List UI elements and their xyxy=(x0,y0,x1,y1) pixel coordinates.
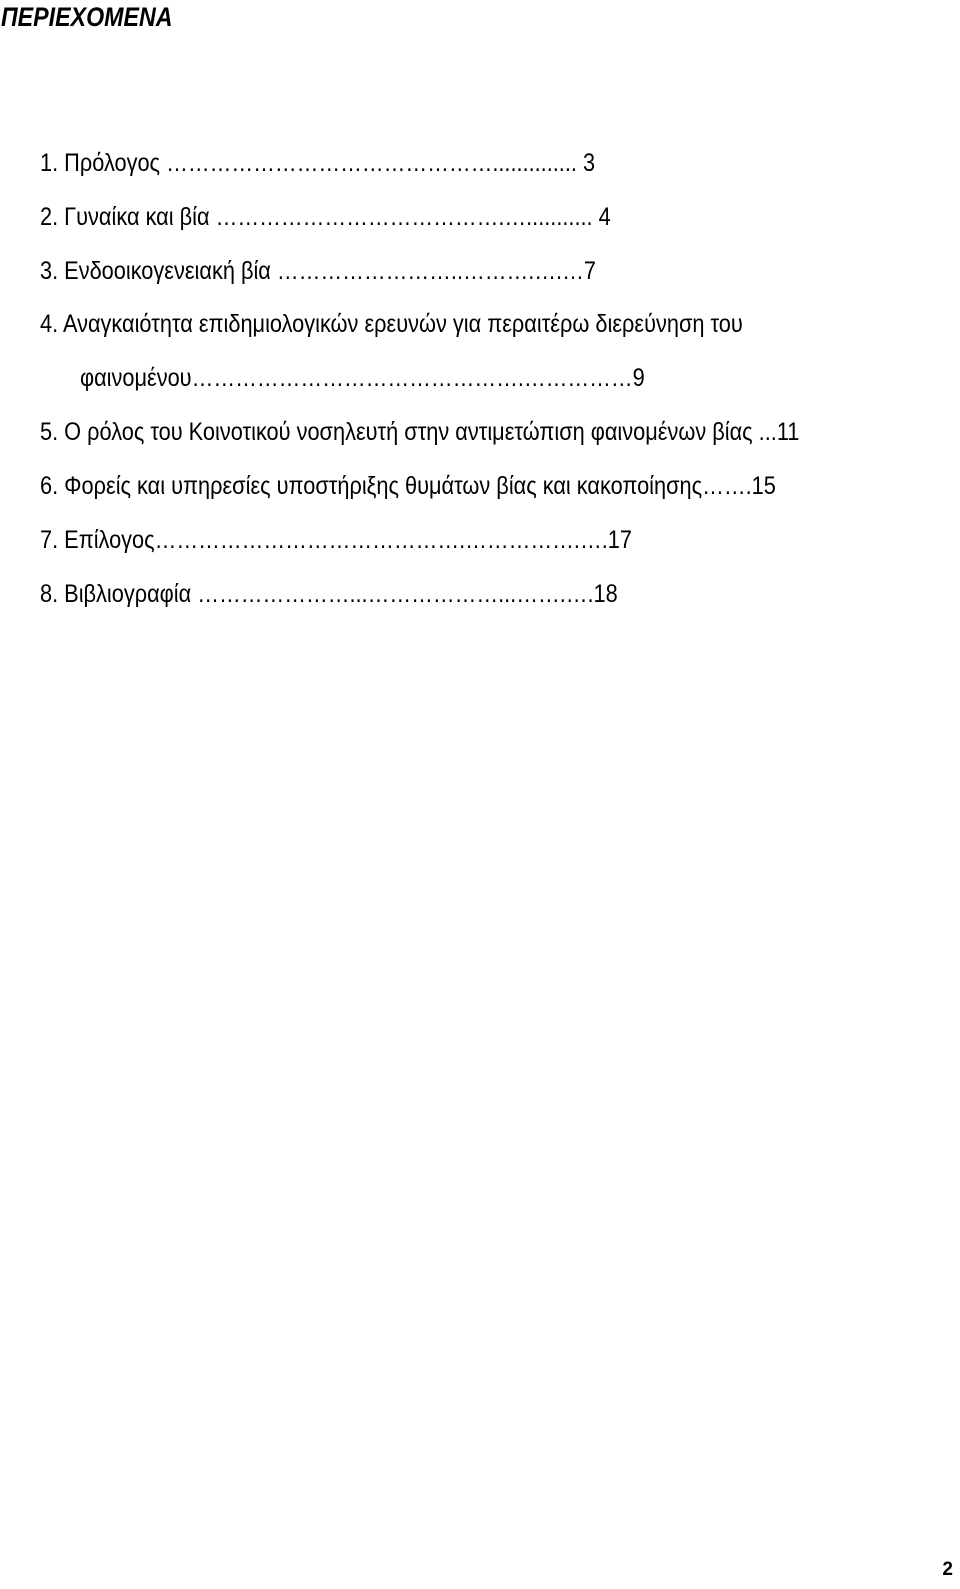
toc-entry-epidemiological-research-continued: φαινομένου……………………………………….……………9 xyxy=(80,364,645,392)
toc-entry-support-services: 6. Φορείς και υπηρεσίες υποστήριξης θυμάτων βίας και κακοποίησης…….15 xyxy=(40,472,776,500)
toc-entry-prologue: 1. Πρόλογος ……………………………………….............. 3 xyxy=(40,149,596,177)
toc-entry-epilogue: 7. Επίλογος…………………………………….…………….….17 xyxy=(40,526,632,554)
toc-entry-bibliography: 8. Βιβλιογραφία …………………...………………...…….….18 xyxy=(40,580,618,608)
toc-entry-community-nurse-role: 5. Ο ρόλος του Κοινοτικού νοσηλευτή στην αντιμετώπιση φαινομένων βίας ...11 xyxy=(40,418,800,446)
page-number: 2 xyxy=(942,1559,953,1580)
page-title: ΠΕΡΙΕΧΟΜΕΝΑ xyxy=(1,2,173,32)
toc-entry-woman-and-violence: 2. Γυναίκα και βία ………………………………….…........... 4 xyxy=(40,203,611,231)
toc-entry-domestic-violence: 3. Ενδοοικογενειακή βία ……………………..……….….…7 xyxy=(40,257,596,285)
toc-entry-epidemiological-research: 4. Αναγκαιότητα επιδημιολογικών ερευνών για περαιτέρω διερεύνηση του xyxy=(40,310,743,338)
